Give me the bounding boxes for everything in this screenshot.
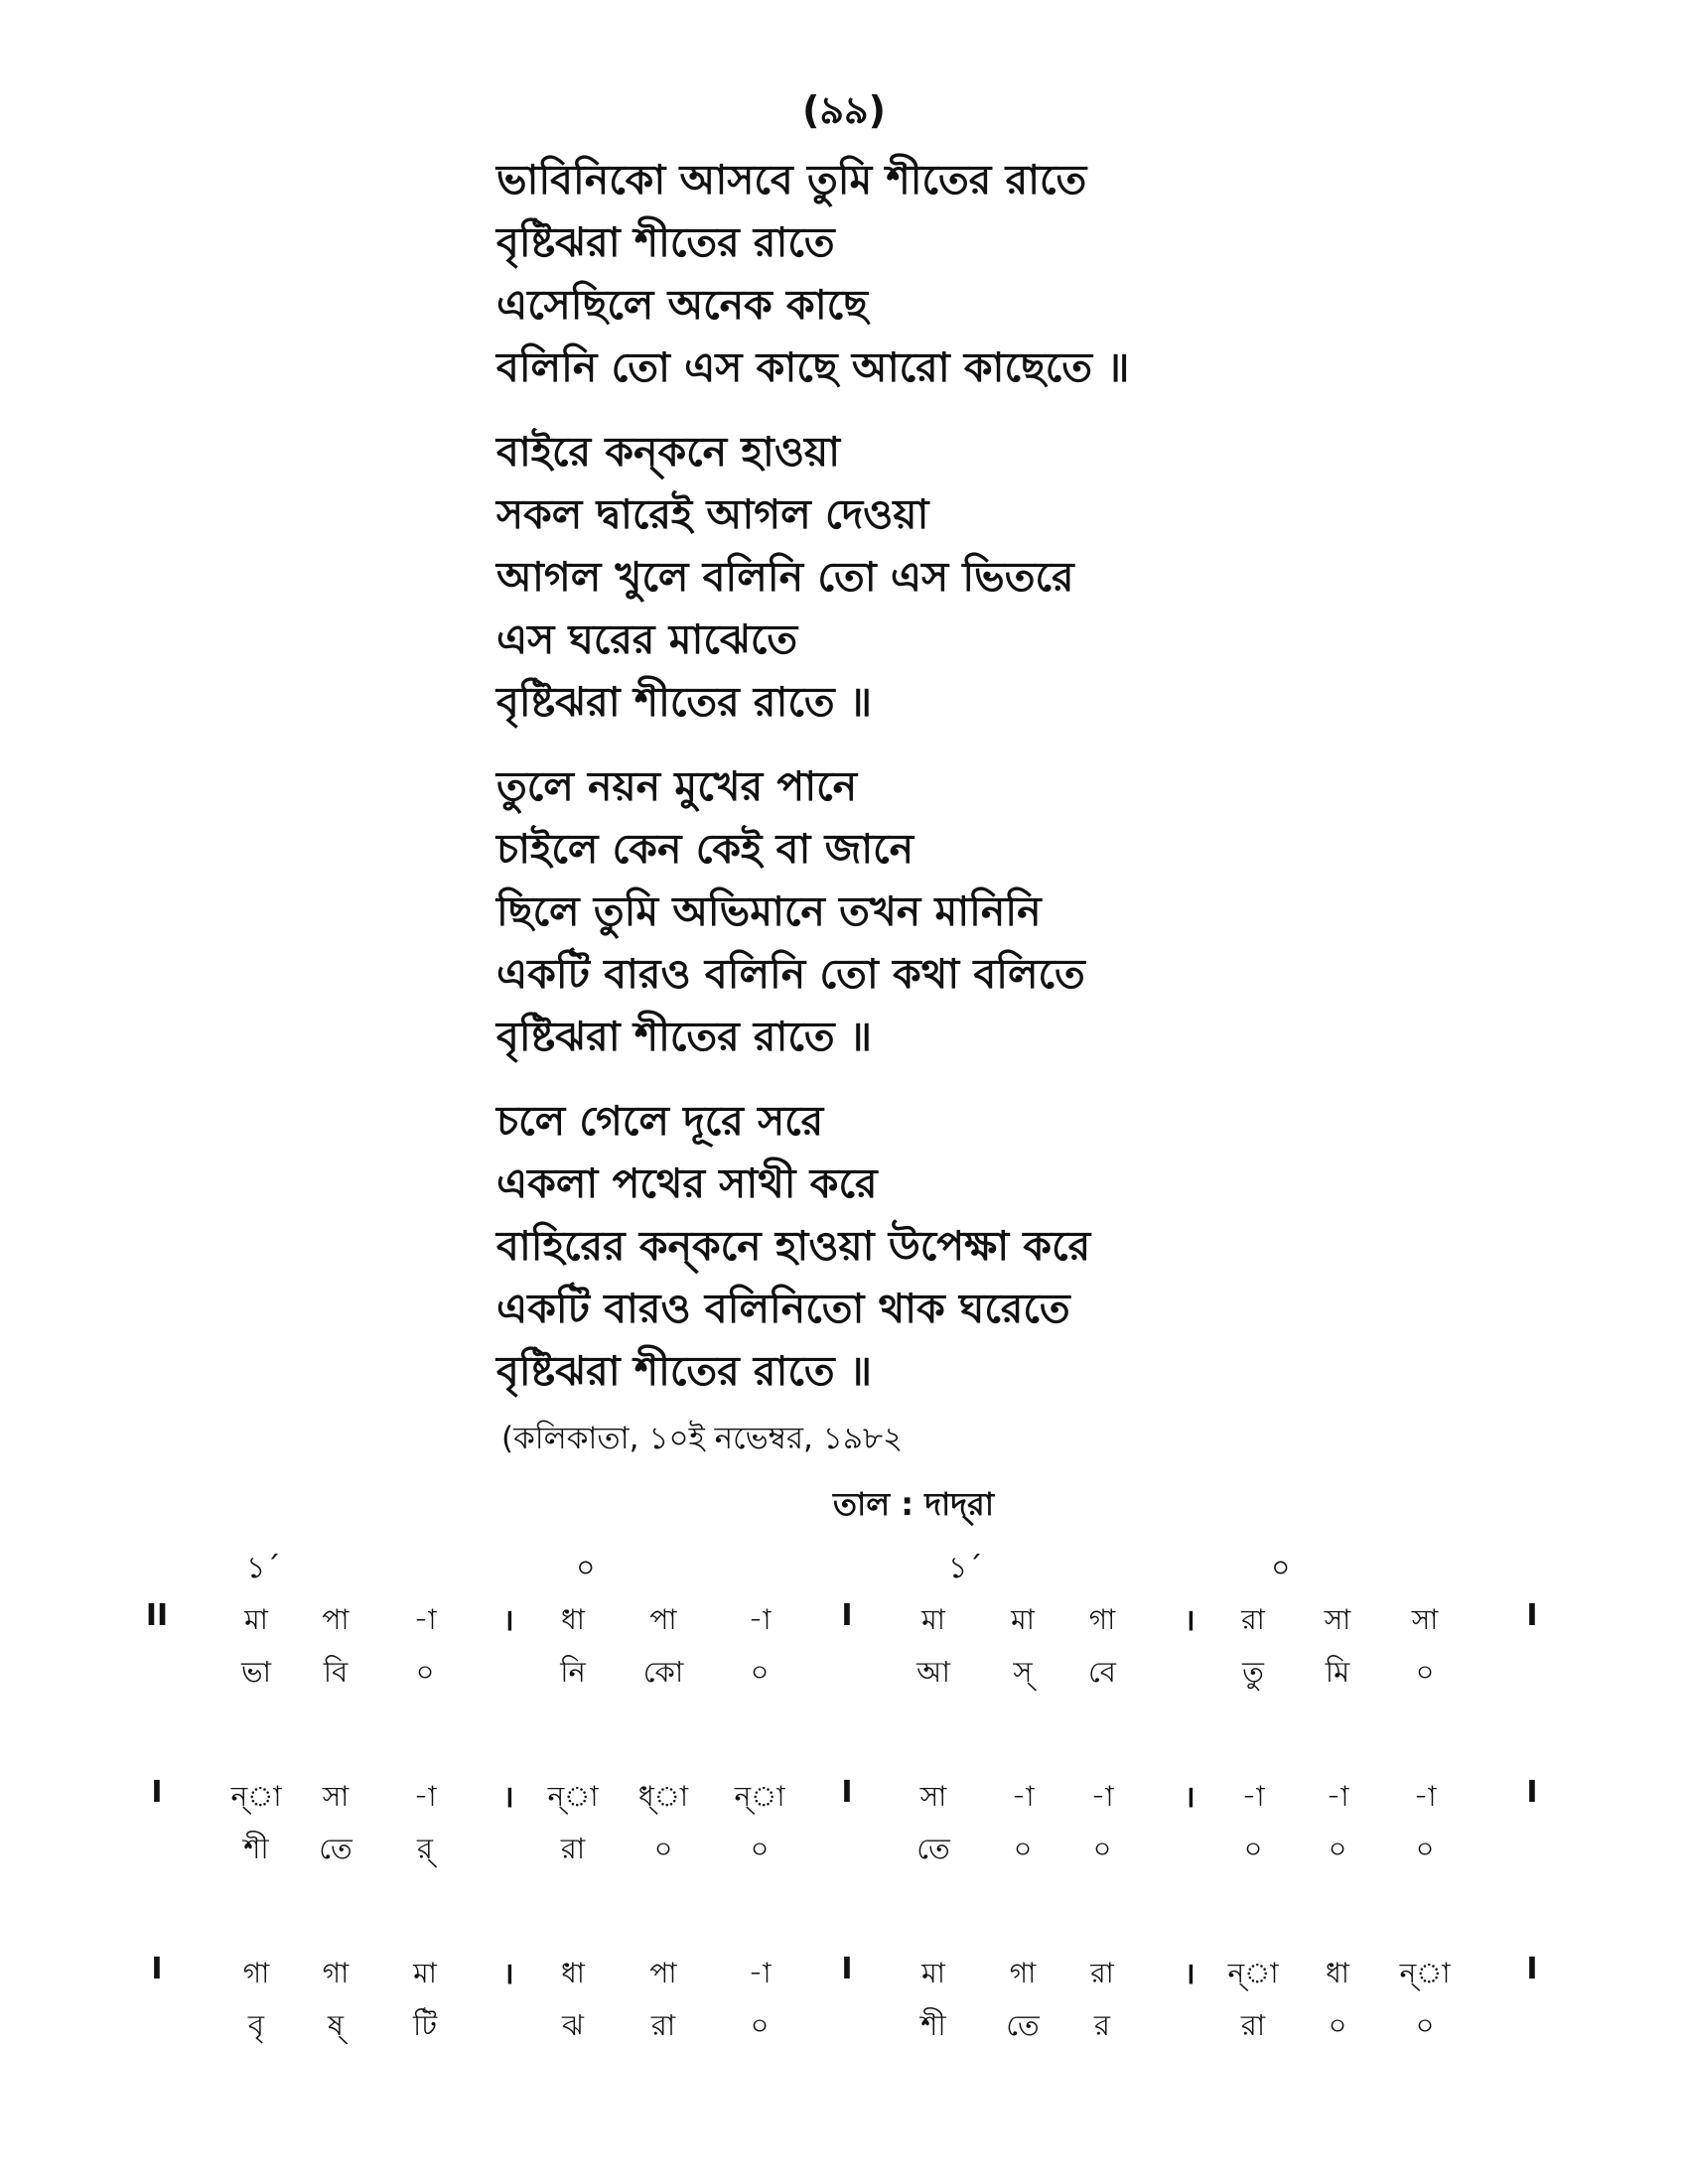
bar-line: II xyxy=(145,1598,169,1633)
swara-note: মা xyxy=(1011,1603,1035,1636)
lyric-syllable: ০ xyxy=(1328,1832,1347,1865)
swara-note: গা xyxy=(322,1957,350,1989)
bar-line: । xyxy=(1184,1603,1196,1638)
lyric-syllable: ০ xyxy=(1328,2008,1347,2042)
poem-line: একটি বারও বলিনি তো কথা বলিতে xyxy=(496,950,1085,998)
swara-note: গা xyxy=(242,1957,270,1989)
swara-note: মা xyxy=(921,1957,945,1989)
lyric-syllable: টি xyxy=(412,2008,438,2042)
poem-line: এসেছিলে অনেক কাছে xyxy=(496,281,868,329)
swara-note: ধা xyxy=(561,1603,585,1636)
poem-line: চাইলে কেন কেই বা জানে xyxy=(496,825,914,873)
lyric-syllable: ষ্ xyxy=(328,2008,344,2042)
lyric-syllable: ০ xyxy=(653,1832,673,1865)
lyric-syllable: র্ xyxy=(417,1832,433,1865)
swara-row xyxy=(0,1952,1688,2003)
stanza xyxy=(496,421,1589,734)
poem-line: বাইরে কন্‌কনে হাওয়া xyxy=(496,428,841,476)
poem xyxy=(496,149,1589,1425)
bar-line: । xyxy=(502,1603,514,1638)
lyric-syllable: র xyxy=(1094,2008,1110,2042)
swara-note: -া xyxy=(1326,1780,1349,1813)
lyric-syllable: ঝ xyxy=(562,2008,584,2042)
bar-line: I xyxy=(1526,1598,1538,1633)
poem-line: এস ঘরের মাঝেতে xyxy=(496,615,798,663)
swara-note: পা xyxy=(649,1603,677,1636)
tala-heading: তাল : দাদ্‌রা xyxy=(833,1485,994,1523)
swara-note: পা xyxy=(649,1957,677,1989)
lyric-syllable: রা xyxy=(1240,2008,1266,2042)
lyric-syllable: বৃ xyxy=(247,2008,265,2042)
stanza xyxy=(496,149,1589,399)
lyric-syllable: তে xyxy=(319,1832,352,1865)
poem-line: বৃষ্টিঝরা শীতের রাতে ॥ xyxy=(496,678,873,726)
poem-line: বৃষ্টিঝরা শীতের রাতে ॥ xyxy=(496,1347,873,1395)
swara-note: সা xyxy=(1324,1603,1351,1636)
swaralipi-notation xyxy=(0,1598,1688,2055)
lyric-syllable: ০ xyxy=(415,1655,435,1689)
swara-note: -া xyxy=(1413,1780,1437,1813)
swara-note: মা xyxy=(921,1603,945,1636)
swara-note: রা xyxy=(1241,1603,1265,1636)
swara-note: ধা xyxy=(1326,1957,1349,1989)
lyric-syllable: তে xyxy=(916,1832,950,1865)
swara-note: গা xyxy=(1009,1957,1037,1989)
bar-line: I xyxy=(1526,1952,1538,1986)
swara-note: সা xyxy=(322,1780,350,1813)
swara-note: ন্‌া xyxy=(547,1780,599,1813)
lyric-row xyxy=(0,2003,1688,2055)
lyric-syllable: ০ xyxy=(1415,1832,1435,1865)
poem-line: বলিনি তো এস কাছে আরো কাছেতে ॥ xyxy=(496,343,1130,391)
date-note: (কলিকাতা, ১০ই নভেম্বর, ১৯৮২ xyxy=(501,1421,904,1456)
lyric-row xyxy=(0,1650,1688,1702)
lyric-syllable: ০ xyxy=(1243,1832,1263,1865)
bar-line: I xyxy=(841,1775,853,1810)
bar-line: । xyxy=(1184,1780,1196,1815)
tal-marker: ১´ xyxy=(246,1551,281,1585)
swara-note: -া xyxy=(413,1603,437,1636)
lyric-syllable: আ xyxy=(916,1655,950,1689)
bar-line: I xyxy=(151,1775,163,1810)
lyric-syllable: মি xyxy=(1325,1655,1350,1689)
lyric-syllable: বে xyxy=(1088,1655,1116,1689)
swara-note: গা xyxy=(1088,1603,1116,1636)
swara-note: -া xyxy=(1090,1780,1114,1813)
swara-note: -া xyxy=(748,1603,772,1636)
bar-line: I xyxy=(1526,1775,1538,1810)
row-gap xyxy=(0,1702,1688,1775)
swara-row xyxy=(0,1598,1688,1650)
swara-note: ধা xyxy=(561,1957,585,1989)
lyric-syllable: নি xyxy=(560,1655,586,1689)
lyric-syllable: ভা xyxy=(240,1655,272,1689)
lyric-syllable: বি xyxy=(323,1655,349,1689)
lyric-syllable: শী xyxy=(920,2008,946,2042)
tal-marker: ০ xyxy=(576,1551,596,1585)
bar-line: । xyxy=(502,1780,514,1815)
page-number: (৯৯) xyxy=(801,88,887,132)
lyric-syllable: তু xyxy=(1242,1655,1264,1689)
swara-note: ন্‌া xyxy=(230,1780,282,1813)
swara-note: -া xyxy=(1241,1780,1265,1813)
lyric-syllable: রা xyxy=(650,2008,676,2042)
poem-line: ভাবিনিকো আসবে তুমি শীতের রাতে xyxy=(496,156,1087,204)
lyric-syllable: ০ xyxy=(1092,1832,1112,1865)
bar-line: । xyxy=(502,1957,514,1991)
poem-line: একটি বারও বলিনিতো থাক ঘরেতে xyxy=(496,1285,1070,1332)
lyric-syllable: রা xyxy=(560,1832,586,1865)
swara-note: রা xyxy=(1090,1957,1114,1989)
swara-note: মা xyxy=(413,1957,437,1989)
poem-line: তুলে নয়ন মুখের পানে xyxy=(496,762,858,810)
lyric-syllable: ০ xyxy=(1013,1832,1033,1865)
lyric-syllable: ০ xyxy=(1415,1655,1435,1689)
tal-marker: ০ xyxy=(1271,1551,1291,1585)
poem-line: বৃষ্টিঝরা শীতের রাতে xyxy=(496,218,835,266)
lyric-syllable: ০ xyxy=(1415,2008,1435,2042)
poem-line: ছিলে তুমি অভিমানে তখন মানিনি xyxy=(496,887,1042,935)
poem-line: একলা পথের সাথী করে xyxy=(496,1160,878,1207)
bar-line: । xyxy=(1184,1957,1196,1991)
stanza xyxy=(496,755,1589,1068)
swara-note: -া xyxy=(748,1957,772,1989)
poem-line: বাহিরের কন্‌কনে হাওয়া উপেক্ষা করে xyxy=(496,1222,1091,1270)
bar-line: I xyxy=(841,1598,853,1633)
stanza xyxy=(496,1090,1589,1403)
lyric-syllable: ০ xyxy=(750,1832,770,1865)
tal-marker: ১´ xyxy=(948,1551,983,1585)
lyric-syllable: ০ xyxy=(750,1655,770,1689)
poem-line: বৃষ্টিঝরা শীতের রাতে ॥ xyxy=(496,1013,873,1060)
lyric-syllable: ০ xyxy=(750,2008,770,2042)
swara-note: ন্‌া xyxy=(1227,1957,1279,1989)
lyric-row xyxy=(0,1827,1688,1878)
lyric-syllable: শী xyxy=(243,1832,269,1865)
swara-note: ন্‌া xyxy=(1399,1957,1451,1989)
tal-markers xyxy=(0,1544,1688,1593)
swara-note: পা xyxy=(322,1603,350,1636)
lyric-syllable: তে xyxy=(1006,2008,1040,2042)
poem-line: সকল দ্বারেই আগল দেওয়া xyxy=(496,490,929,538)
row-gap xyxy=(0,1878,1688,1952)
swara-note: ধ্‌া xyxy=(637,1780,689,1813)
swara-note: ন্‌া xyxy=(734,1780,785,1813)
swara-note: মা xyxy=(244,1603,268,1636)
lyric-syllable: কো xyxy=(642,1655,684,1689)
bar-line: I xyxy=(841,1952,853,1986)
swara-note: -া xyxy=(1011,1780,1035,1813)
swara-note: সা xyxy=(1411,1603,1439,1636)
swara-note: সা xyxy=(919,1780,947,1813)
lyric-syllable: স্ xyxy=(1013,1655,1033,1689)
poem-line: আগল খুলে বলিনি তো এস ভিতরে xyxy=(496,553,1074,601)
poem-line: চলে গেলে দূরে সরে xyxy=(496,1097,824,1145)
swara-note: -া xyxy=(413,1780,437,1813)
swara-row xyxy=(0,1775,1688,1827)
bar-line: I xyxy=(151,1952,163,1986)
